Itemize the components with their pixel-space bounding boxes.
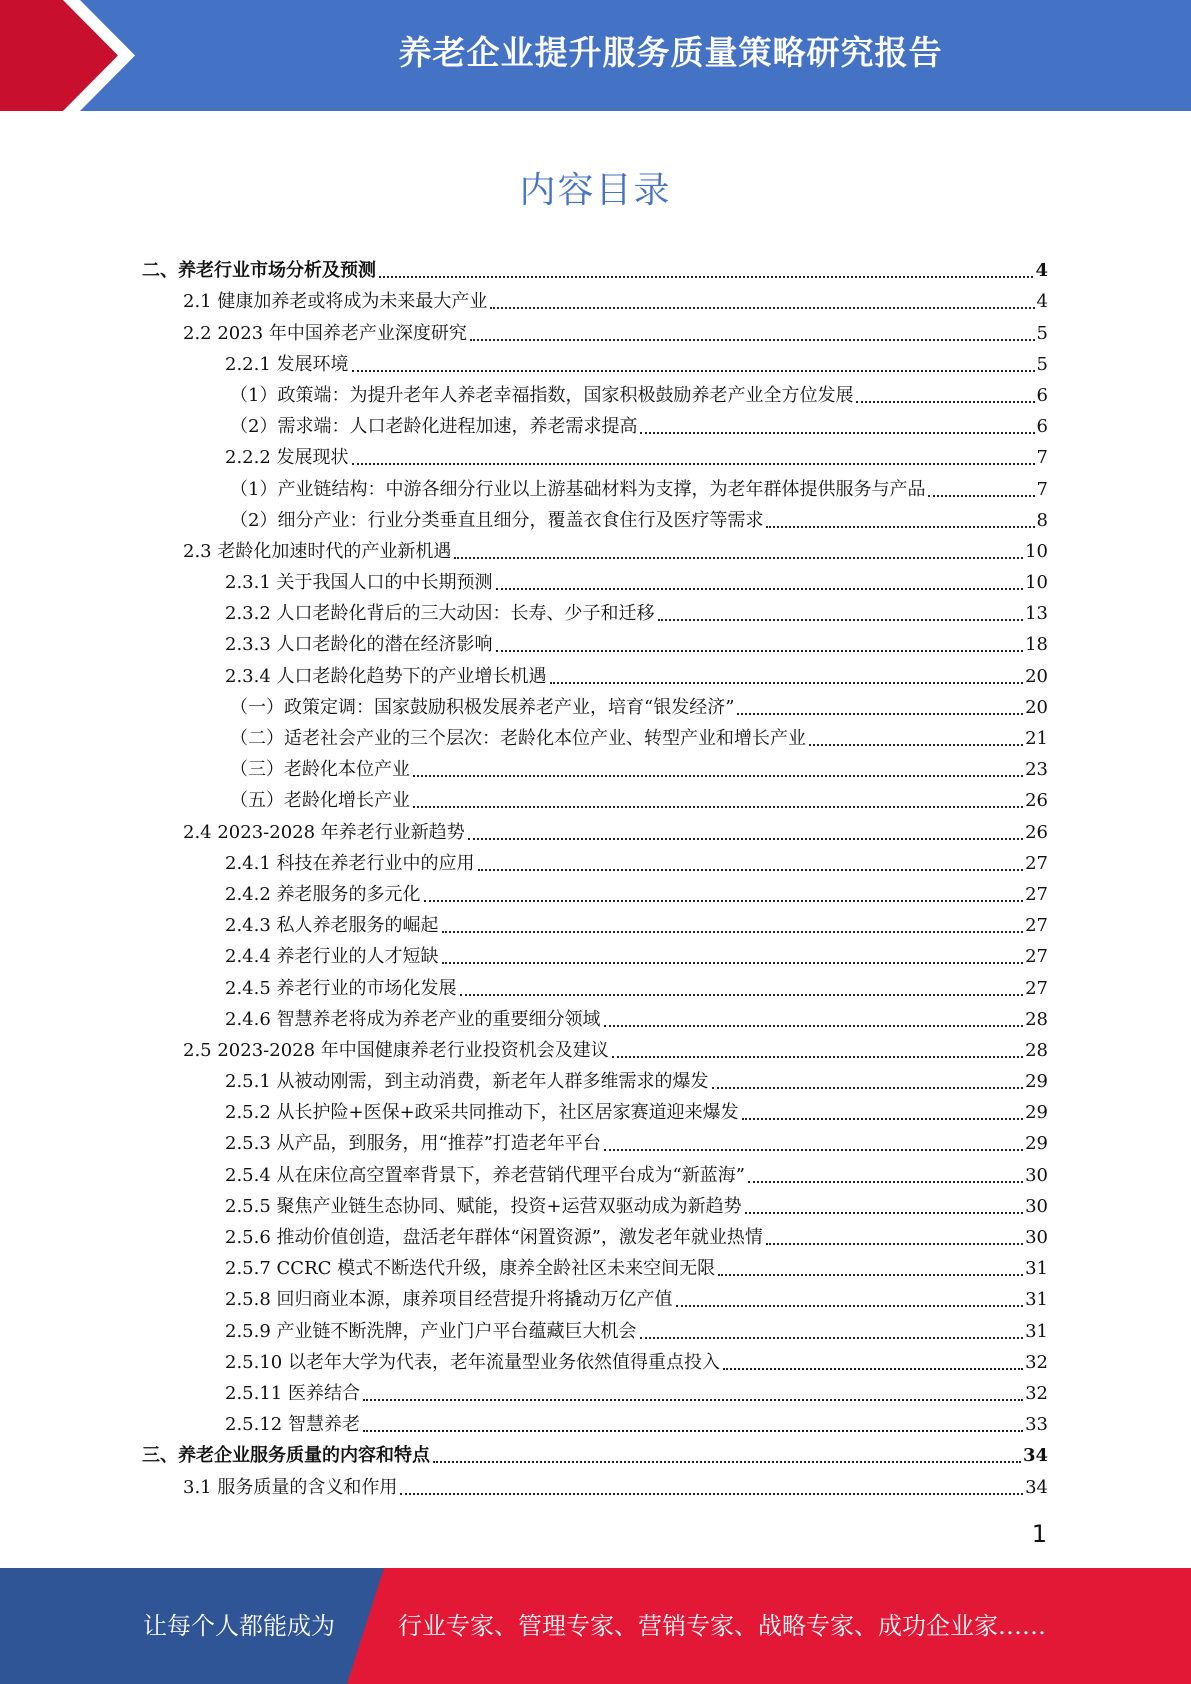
report-footer [0,1568,1191,1684]
toc-entry-title: 2.5.2 从长护险+医保+政采共同推动下，社区居家赛道迎来爆发 [225,1102,739,1124]
toc-dot-leader [454,557,1023,559]
toc-entry-title: 2.5.4 从在床位高空置率背景下，养老营销代理平台成为“新蓝海” [225,1164,745,1186]
toc-entry-title: 2.5.1 从被动刚需，到主动消费，新老年人群多维需求的爆发 [225,1071,709,1093]
toc-dot-leader [470,339,1035,341]
toc-dot-leader [766,1243,1023,1245]
toc-entry[interactable] [225,1095,1048,1126]
toc-entry[interactable] [225,1407,1048,1438]
toc-dot-leader [363,1399,1023,1401]
toc-entry-page: 6 [1036,416,1048,438]
toc-entry-page: 27 [1025,977,1048,999]
toc-entry-title: 3.1 服务质量的含义和作用 [183,1476,398,1498]
toc-entry-page: 29 [1025,1102,1048,1124]
toc-entry-title: 2.4 2023-2028 年养老行业新趋势 [183,821,465,843]
toc-dot-leader [742,1118,1023,1120]
toc-entry-page: 34 [1022,1445,1048,1467]
toc-entry-title: 2.5.3 从产品，到服务，用“推荐”打造老年平台 [225,1133,601,1155]
toc-entry[interactable] [230,471,1048,502]
toc-entry-title: 2.4.6 智慧养老将成为养老产业的重要细分领域 [225,1008,601,1030]
toc-dot-leader [363,1430,1023,1432]
toc-entry-page: 31 [1025,1258,1048,1280]
toc-entry-page: 28 [1025,1039,1048,1061]
toc-entry-page: 27 [1025,915,1048,937]
toc-entry[interactable] [225,627,1048,658]
toc-entry[interactable] [225,1313,1048,1344]
toc-entry-page: 5 [1036,353,1048,375]
toc-entry[interactable] [230,409,1048,440]
toc-dot-leader [379,276,1033,278]
toc-entry[interactable] [183,1469,1048,1500]
toc-heading: 内容目录 [519,170,672,211]
toc-entry-title: 2.5.6 推动价值创造，盘活老年群体“闲置资源”，激发老年就业热情 [225,1227,763,1248]
toc-entry[interactable] [230,783,1048,814]
toc-entry-title: （1）政策端：为提升老年人养老幸福指数，国家积极鼓励养老产业全方位发展 [230,384,854,406]
toc-entry-title: 2.4.1 科技在养老行业中的应用 [225,852,475,874]
toc-entry-title: 2.5.10 以老年大学为代表，老年流量型业务依然值得重点投入 [225,1351,720,1373]
toc-entry-title: 2.5.9 产业链不断洗牌，产业门户平台蕴藏巨大机会 [225,1320,637,1342]
toc-entry[interactable] [183,814,1048,845]
toc-entry-page: 32 [1025,1351,1048,1373]
toc-dot-leader [490,307,1034,309]
toc-entry-title: （1）产业链结构：中游各细分行业以上游基础材料为支撑，为老年群体提供服务与产品 [230,478,926,500]
toc-entry-title: 2.5.11 医养结合 [225,1382,360,1404]
toc-entry-title: 2.3.1 关于我国人口的中长期预测 [225,572,493,594]
toc-entry[interactable] [225,970,1048,1001]
toc-entry-page: 29 [1025,1071,1048,1093]
toc-dot-leader [745,1212,1023,1214]
toc-entry-title: （五）老龄化增长产业 [230,790,410,812]
toc-entry-title: （2）需求端：人口老龄化进程加速，养老需求提高 [230,416,638,438]
toc-entry-title: 2.5 2023-2028 年中国健康养老行业投资机会及建议 [183,1039,609,1061]
toc-dot-leader [604,1149,1023,1151]
toc-dot-leader [352,463,1035,465]
toc-entry[interactable] [225,1376,1048,1407]
toc-entry-title: 二、养老行业市场分析及预测 [142,260,376,282]
table-of-contents [0,253,1191,1501]
toc-entry-title: 2.2.1 发展环境 [225,353,349,375]
toc-dot-leader [640,1337,1024,1339]
toc-dot-leader [718,1274,1023,1276]
toc-entry-title: （二）适老社会产业的三个层次：老龄化本位产业、转型产业和增长产业 [230,728,806,749]
toc-dot-leader [442,962,1024,964]
toc-entry-page: 26 [1025,790,1048,812]
toc-entry[interactable] [230,752,1048,783]
toc-entry[interactable] [225,1002,1048,1033]
toc-dot-leader [413,806,1023,808]
toc-entry[interactable] [225,1282,1048,1313]
toc-entry[interactable] [225,596,1048,627]
toc-dot-leader [604,1025,1024,1027]
toc-entry[interactable] [225,1189,1048,1220]
toc-entry-page: 4 [1035,260,1048,282]
toc-dot-leader [352,370,1035,372]
footer-slogan-left: 让每个人都能成为 [143,1612,335,1640]
toc-entry-page: 30 [1025,1227,1048,1248]
toc-dot-leader [856,401,1034,403]
toc-entry-title: 2.3.2 人口老龄化背后的三大动因：长寿、少子和迁移 [225,603,655,625]
toc-entry-page: 26 [1025,821,1048,843]
toc-dot-leader [712,1087,1024,1089]
toc-dot-leader [442,931,1024,933]
toc-entry-page: 21 [1025,728,1048,749]
toc-dot-leader [658,619,1024,621]
report-header [0,0,1191,111]
toc-entry[interactable] [225,1220,1048,1251]
toc-dot-leader [478,869,1024,871]
toc-entry[interactable] [142,253,1048,284]
toc-entry-title: 2.1 健康加养老或将成为未来最大产业 [183,291,488,313]
toc-entry-title: 2.2.2 发展现状 [225,447,349,469]
toc-dot-leader [928,495,1034,497]
toc-entry-page: 29 [1025,1133,1048,1155]
toc-entry-title: （三）老龄化本位产业 [230,759,410,781]
toc-entry[interactable] [183,315,1048,346]
toc-entry-page: 10 [1025,572,1048,594]
toc-dot-leader [612,1056,1023,1058]
toc-dot-leader [550,682,1024,684]
toc-entry-page: 4 [1036,291,1048,313]
toc-dot-leader [737,713,1023,715]
toc-entry-title: 三、养老企业服务质量的内容和特点 [142,1445,430,1467]
toc-entry-page: 33 [1025,1414,1048,1436]
toc-entry[interactable] [225,1126,1048,1157]
toc-entry[interactable] [225,908,1048,939]
toc-entry-page: 5 [1036,322,1048,344]
toc-entry[interactable] [225,1251,1048,1282]
footer-slogan-right: 行业专家、管理专家、营销专家、战略专家、成功企业家…… [398,1612,1046,1640]
toc-entry[interactable] [142,1438,1048,1469]
toc-dot-leader [723,1368,1023,1370]
toc-entry[interactable] [225,846,1048,877]
toc-entry-title: 2.3.4 人口老龄化趋势下的产业增长机遇 [225,665,547,687]
toc-entry-title: 2.4.2 养老服务的多元化 [225,883,421,905]
toc-entry-page: 6 [1036,384,1048,406]
toc-dot-leader [640,432,1034,434]
toc-dot-leader [424,900,1024,902]
toc-entry-title: 2.5.5 聚焦产业链生态协同、赋能，投资+运营双驱动成为新趋势 [225,1195,742,1217]
toc-entry-title: 2.5.7 CCRC 模式不断迭代升级，康养全龄社区未来空间无限 [225,1258,716,1280]
toc-entry-page: 20 [1025,696,1048,718]
toc-entry-page: 10 [1025,540,1048,562]
toc-dot-leader [460,994,1024,996]
toc-entry-title: 2.4.5 养老行业的市场化发展 [225,977,457,999]
toc-entry-page: 7 [1036,478,1048,500]
toc-entry-page: 31 [1025,1320,1048,1342]
toc-entry-title: 2.4.3 私人养老服务的崛起 [225,915,439,937]
toc-entry-page: 27 [1025,852,1048,874]
toc-entry[interactable] [225,877,1048,908]
toc-entry[interactable] [225,1157,1048,1188]
toc-entry-title: 2.3.3 人口老龄化的潜在经济影响 [225,634,493,656]
toc-dot-leader [400,1493,1023,1495]
toc-dot-leader [496,588,1024,590]
page-number: 1 [1031,1520,1047,1548]
toc-entry-page: 27 [1025,946,1048,968]
toc-entry-title: 2.4.4 养老行业的人才短缺 [225,946,439,968]
toc-entry[interactable] [230,378,1048,409]
toc-dot-leader [809,744,1023,746]
toc-entry[interactable] [225,658,1048,689]
toc-entry-page: 34 [1025,1476,1048,1498]
toc-entry[interactable] [225,1345,1048,1376]
toc-entry-page: 20 [1025,665,1048,687]
toc-entry-page: 31 [1025,1289,1048,1311]
toc-dot-leader [468,838,1023,840]
toc-entry-title: 2.5.12 智慧养老 [225,1414,360,1436]
toc-entry[interactable] [183,284,1048,315]
toc-entry-title: 2.5.8 回归商业本源，康养项目经营提升将撬动万亿产值 [225,1289,673,1311]
toc-dot-leader [766,526,1034,528]
toc-dot-leader [433,1461,1021,1463]
toc-entry[interactable] [230,690,1048,721]
toc-entry-page: 8 [1036,509,1048,531]
toc-dot-leader [496,650,1024,652]
toc-entry-title: 2.3 老龄化加速时代的产业新机遇 [183,540,452,562]
toc-entry[interactable] [183,1033,1048,1064]
toc-entry-page: 23 [1025,759,1048,781]
toc-entry-page: 30 [1025,1164,1048,1186]
report-title: 养老企业提升服务质量策略研究报告 [398,33,943,72]
toc-entry-title: （2）细分产业：行业分类垂直且细分，覆盖衣食住行及医疗等需求 [230,509,764,531]
toc-entry[interactable] [225,939,1048,970]
toc-entry-title: （一）政策定调：国家鼓励积极发展养老产业，培育“银发经济” [230,696,735,718]
toc-entry-page: 32 [1025,1382,1048,1404]
toc-dot-leader [413,775,1023,777]
toc-entry-page: 7 [1036,447,1048,469]
toc-entry-page: 28 [1025,1008,1048,1030]
toc-entry[interactable] [225,440,1048,471]
toc-dot-leader [748,1181,1023,1183]
toc-entry-page: 18 [1025,634,1048,656]
toc-entry[interactable] [225,347,1048,378]
toc-entry-page: 27 [1025,883,1048,905]
toc-entry-title: 2.2 2023 年中国养老产业深度研究 [183,322,467,344]
header-arrow-decoration [0,0,160,111]
toc-entry[interactable] [230,721,1048,752]
toc-dot-leader [676,1305,1024,1307]
toc-entry-page: 13 [1025,603,1048,625]
toc-entry[interactable] [225,1064,1048,1095]
toc-entry[interactable] [183,534,1048,565]
toc-entry[interactable] [225,565,1048,596]
toc-entry[interactable] [230,503,1048,534]
toc-entry-page: 30 [1025,1195,1048,1217]
